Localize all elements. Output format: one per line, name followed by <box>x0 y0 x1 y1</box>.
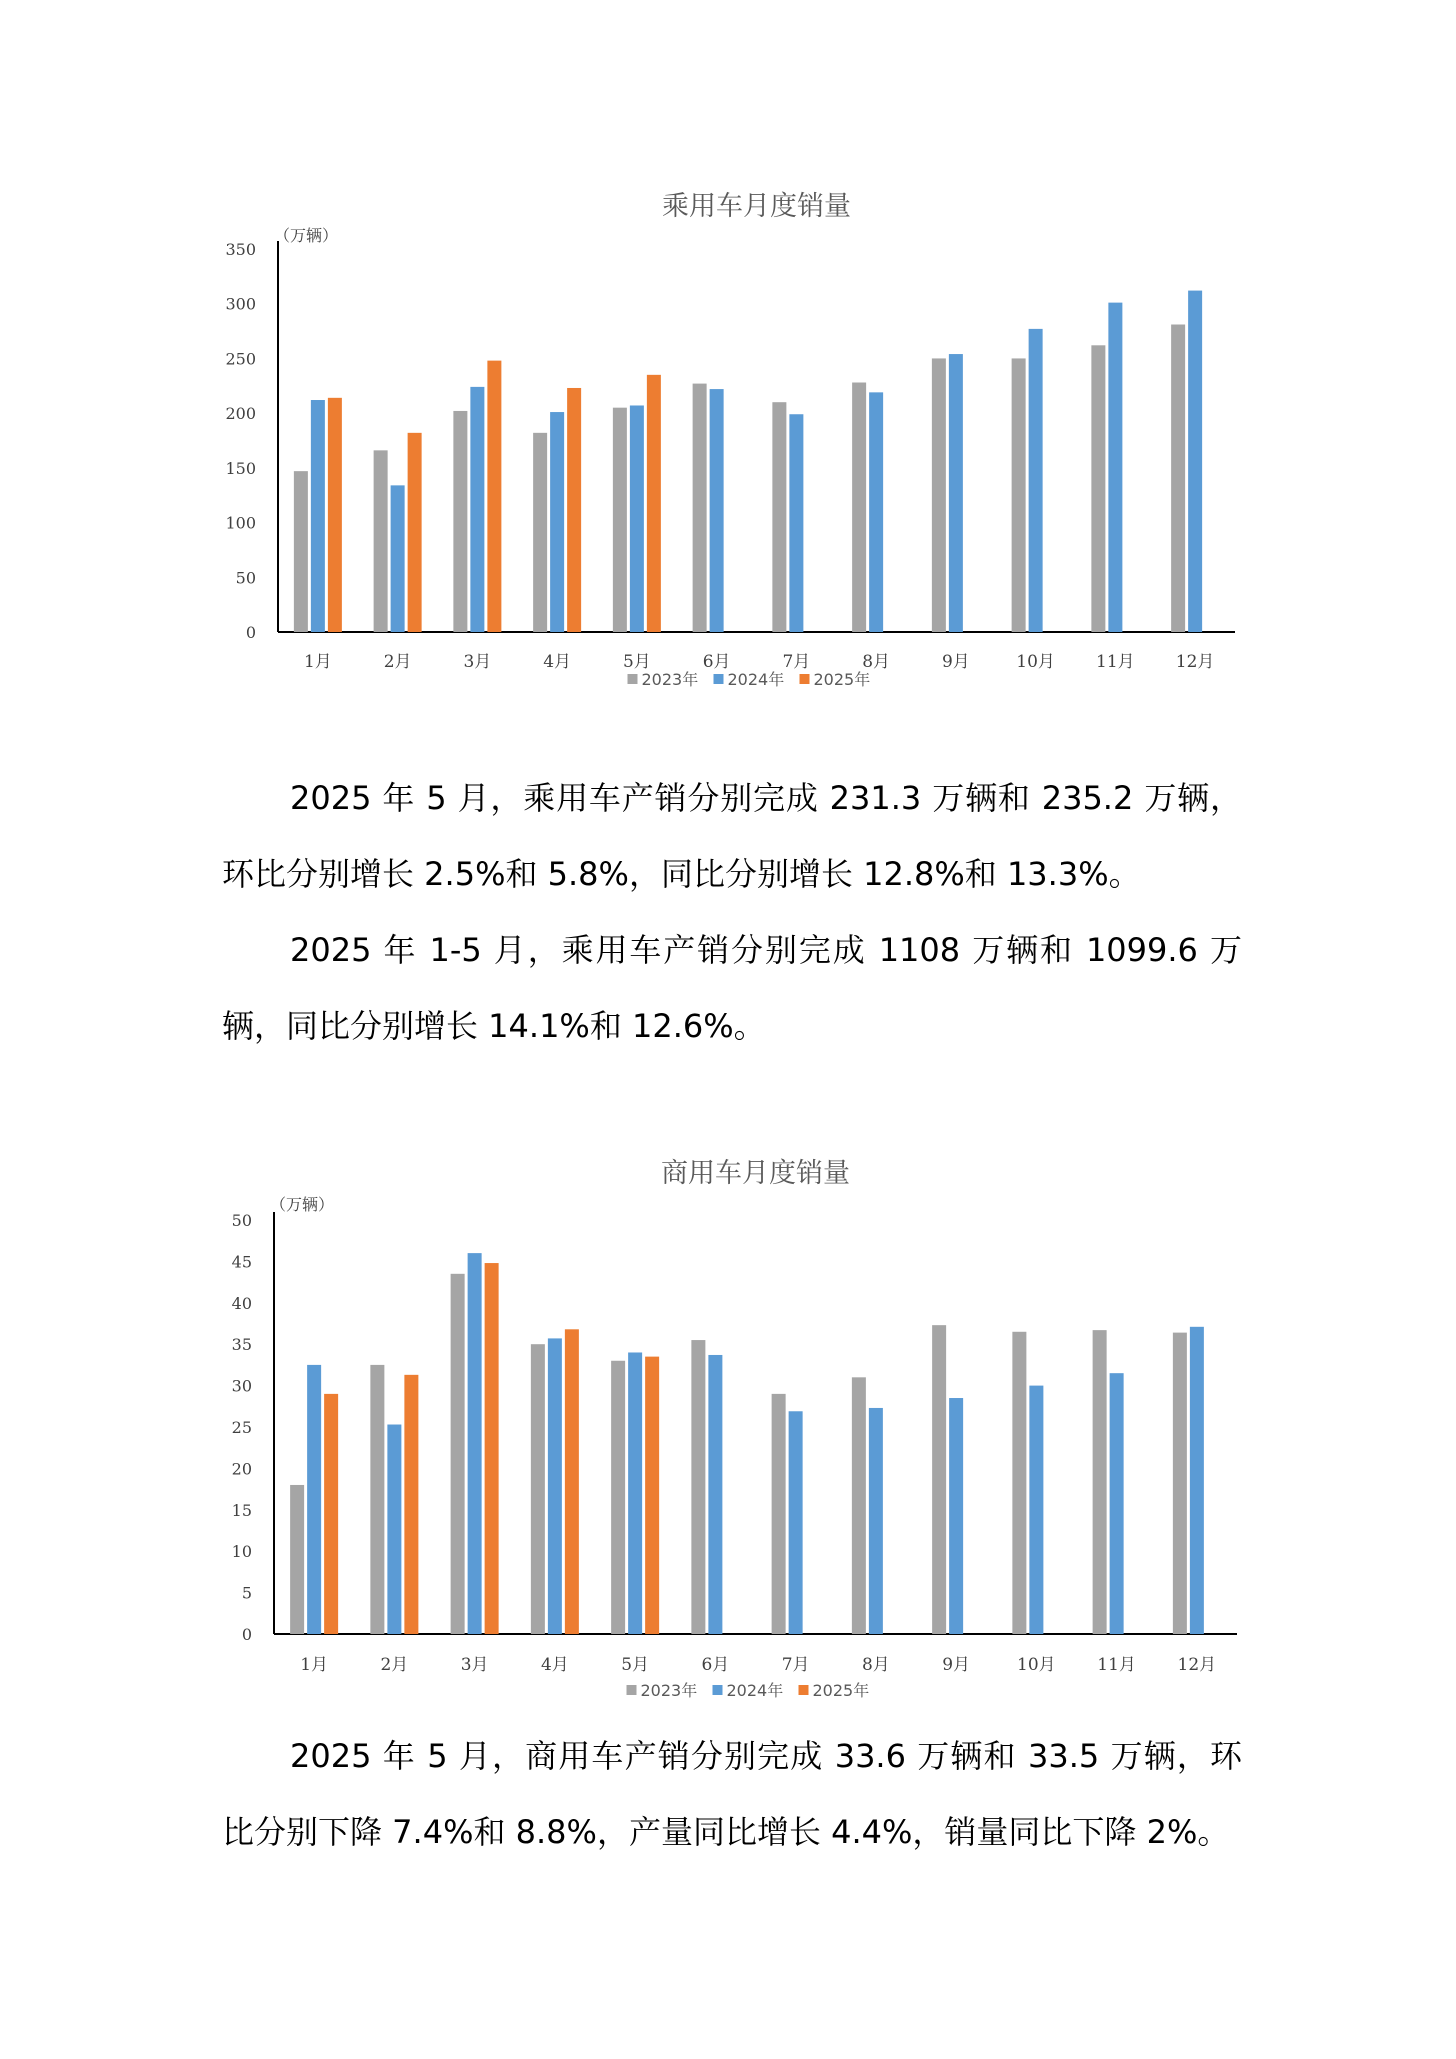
bar-2024年-6月 <box>710 389 724 632</box>
bar-2025年-3月 <box>487 361 501 632</box>
bar-2025年-1月 <box>324 1394 338 1634</box>
x-tick-label: 10月 <box>1016 652 1055 672</box>
bar-2023年-1月 <box>290 1485 304 1634</box>
x-tick-label: 10月 <box>1017 1655 1056 1675</box>
x-tick-label: 11月 <box>1097 1655 1136 1675</box>
bar-2024年-2月 <box>391 485 405 632</box>
y-tick-label: 40 <box>231 1293 252 1313</box>
bar-2024年-12月 <box>1190 1327 1204 1634</box>
bar-2024年-8月 <box>869 1408 883 1634</box>
legend-label: 2025年 <box>813 670 871 689</box>
bar-2023年-8月 <box>852 1377 866 1634</box>
bar-2025年-4月 <box>567 388 581 632</box>
bar-2023年-2月 <box>370 1365 384 1634</box>
x-tick-label: 12月 <box>1177 1655 1217 1675</box>
bar-2023年-4月 <box>533 433 547 632</box>
bar-2024年-9月 <box>949 354 963 632</box>
y-tick-label: 45 <box>231 1252 252 1272</box>
y-tick-label: 250 <box>225 349 256 369</box>
legend-swatch <box>627 1685 637 1695</box>
bar-2025年-2月 <box>408 433 422 632</box>
legend-label: 2024年 <box>726 1681 784 1700</box>
y-tick-label: 50 <box>231 1211 252 1230</box>
legend-swatch <box>800 674 810 684</box>
bar-2025年-2月 <box>404 1375 418 1634</box>
x-tick-label: 5月 <box>621 1655 650 1675</box>
bar-2023年-8月 <box>852 383 866 632</box>
bar-2023年-12月 <box>1173 1333 1187 1634</box>
y-tick-label: 25 <box>231 1418 252 1437</box>
y-tick-label: 5 <box>241 1583 252 1603</box>
chart-title: 商用车月度销量 <box>661 1158 850 1189</box>
x-tick-label: 7月 <box>781 1655 810 1675</box>
bar-2024年-5月 <box>630 405 644 632</box>
bar-2023年-11月 <box>1093 1330 1107 1634</box>
bar-2023年-11月 <box>1091 345 1105 632</box>
bar-2024年-1月 <box>311 400 325 632</box>
bar-2023年-6月 <box>691 1340 705 1634</box>
bar-2023年-3月 <box>453 411 467 632</box>
bar-2024年-8月 <box>869 392 883 632</box>
x-tick-label: 8月 <box>862 652 891 672</box>
bar-2024年-3月 <box>470 387 484 632</box>
legend-label: 2024年 <box>727 670 785 689</box>
y-tick-label: 300 <box>225 294 256 314</box>
bar-2023年-4月 <box>531 1344 545 1634</box>
passenger-car-chart-svg <box>0 185 1456 705</box>
y-tick-label: 15 <box>231 1500 252 1520</box>
y-tick-label: 30 <box>231 1376 252 1396</box>
bar-2024年-7月 <box>789 1411 803 1634</box>
bar-2024年-4月 <box>548 1338 562 1634</box>
bar-2023年-6月 <box>693 384 707 632</box>
legend-label: 2023年 <box>641 670 699 689</box>
bar-2024年-1月 <box>307 1365 321 1634</box>
legend-label: 2023年 <box>640 1681 698 1700</box>
passenger-jan-may-summary: 2025 年 1-5 月，乘用车产销分别完成 1108 万辆和 1099.6 万辆，同比分别增长 14.1%和 12.6%。 <box>222 931 1242 1045</box>
y-tick-label: 200 <box>225 404 256 424</box>
bar-2024年-6月 <box>708 1355 722 1634</box>
bar-2023年-10月 <box>1012 358 1026 632</box>
bar-2025年-5月 <box>645 1357 659 1634</box>
passenger-car-sales-chart <box>0 185 1456 705</box>
x-tick-label: 6月 <box>701 1655 730 1675</box>
bar-2023年-5月 <box>611 1361 625 1634</box>
x-tick-label: 6月 <box>702 652 731 672</box>
bar-2024年-7月 <box>789 414 803 632</box>
bar-2025年-3月 <box>485 1263 499 1634</box>
y-tick-label: 35 <box>231 1335 252 1355</box>
bar-2025年-4月 <box>565 1329 579 1634</box>
bar-2023年-7月 <box>772 402 786 632</box>
legend-swatch <box>713 1685 723 1695</box>
legend-swatch <box>799 1685 809 1695</box>
y-tick-label: 0 <box>241 1625 252 1644</box>
bar-2024年-11月 <box>1110 1373 1124 1634</box>
x-tick-label: 7月 <box>782 652 811 672</box>
x-tick-label: 2月 <box>383 652 412 672</box>
legend-label: 2025年 <box>812 1681 870 1700</box>
x-tick-label: 5月 <box>622 652 651 672</box>
y-tick-label: 10 <box>231 1542 252 1562</box>
bar-2024年-4月 <box>550 412 564 632</box>
bar-2024年-9月 <box>949 1398 963 1634</box>
x-tick-label: 9月 <box>941 652 970 672</box>
y-tick-label: 100 <box>225 513 256 533</box>
x-tick-label: 1月 <box>300 1655 329 1675</box>
bar-2025年-1月 <box>328 398 342 632</box>
x-tick-label: 3月 <box>463 652 492 672</box>
y-tick-label: 50 <box>235 568 256 588</box>
x-tick-label: 2月 <box>380 1655 409 1675</box>
bar-2024年-2月 <box>387 1425 401 1634</box>
legend-swatch <box>628 674 638 684</box>
legend-swatch <box>714 674 724 684</box>
x-tick-label: 9月 <box>942 1655 971 1675</box>
y-tick-label: 350 <box>225 240 256 259</box>
commercial-vehicle-chart-svg <box>0 1140 1456 1710</box>
x-tick-label: 1月 <box>303 652 332 672</box>
chart-title: 乘用车月度销量 <box>662 191 851 222</box>
bar-2023年-3月 <box>451 1274 465 1634</box>
x-tick-label: 11月 <box>1096 652 1135 672</box>
commercial-vehicle-sales-chart <box>0 1140 1456 1710</box>
bar-2023年-2月 <box>374 450 388 632</box>
x-tick-label: 8月 <box>861 1655 890 1675</box>
commercial-may-summary: 2025 年 5 月，商用车产销分别完成 33.6 万辆和 33.5 万辆，环比分别下降 7.4%和 8.8%，产量同比增长 4.4%，销量同比下降 2%。 <box>222 1737 1242 1851</box>
bar-2024年-5月 <box>628 1352 642 1634</box>
y-tick-label: 20 <box>231 1459 252 1479</box>
bar-2023年-12月 <box>1171 325 1185 632</box>
passenger-may-summary: 2025 年 5 月，乘用车产销分别完成 231.3 万辆和 235.2 万辆，环比分别增长 2.5%和 5.8%，同比分别增长 12.8%和 13.3%。 <box>222 779 1242 893</box>
x-tick-label: 12月 <box>1175 652 1215 672</box>
bar-2024年-12月 <box>1188 291 1202 632</box>
bar-2023年-5月 <box>613 408 627 632</box>
bar-2023年-9月 <box>932 1325 946 1634</box>
y-tick-label: 0 <box>245 623 256 642</box>
y-unit-label: （万辆） <box>270 1195 335 1214</box>
bar-2025年-5月 <box>647 375 661 632</box>
x-tick-label: 4月 <box>540 1655 569 1675</box>
x-tick-label: 4月 <box>543 652 572 672</box>
x-tick-label: 3月 <box>460 1655 489 1675</box>
bar-2023年-9月 <box>932 358 946 632</box>
bar-2024年-10月 <box>1029 1386 1043 1634</box>
bar-2024年-11月 <box>1108 303 1122 632</box>
bar-2024年-10月 <box>1029 329 1043 632</box>
bar-2023年-7月 <box>772 1394 786 1634</box>
bar-2023年-1月 <box>294 471 308 632</box>
bar-2024年-3月 <box>468 1253 482 1634</box>
y-unit-label: （万辆） <box>274 226 339 245</box>
y-tick-label: 150 <box>225 458 256 478</box>
bar-2023年-10月 <box>1012 1332 1026 1634</box>
